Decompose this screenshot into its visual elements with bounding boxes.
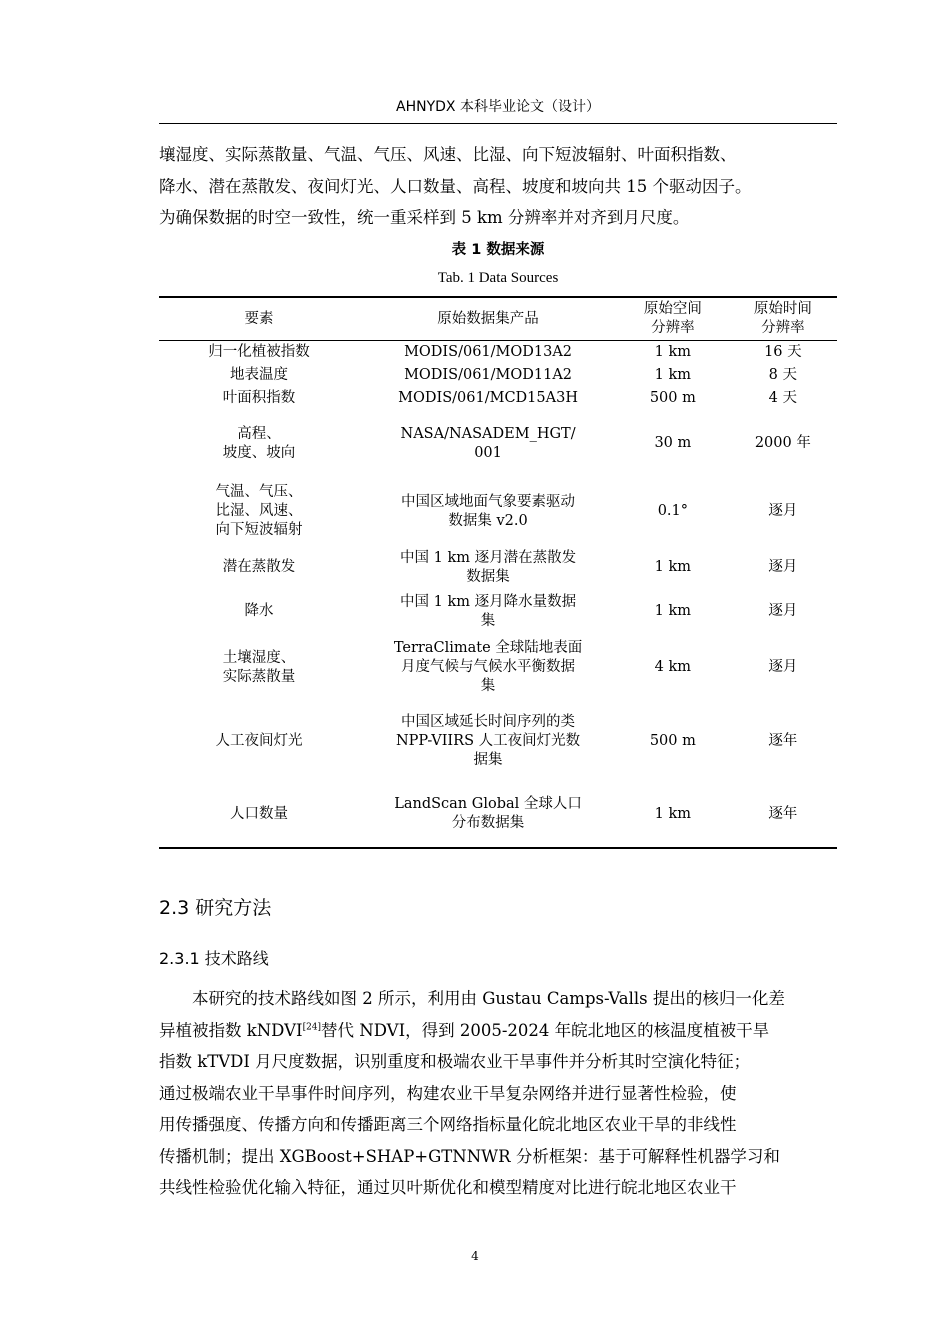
section-heading: 2.3 研究方法 bbox=[159, 897, 272, 919]
table-header-row bbox=[159, 297, 837, 341]
spatial-res-cell: 4 km bbox=[654, 659, 692, 675]
dataset-cell: MODIS/061/MCD15A3H bbox=[398, 389, 578, 406]
spatial-res-cell: 0.1° bbox=[657, 503, 688, 519]
intro-paragraph bbox=[159, 139, 837, 234]
element-cell: 归一化植被指数 bbox=[208, 343, 310, 360]
table-row bbox=[159, 410, 837, 478]
header-cell: 要素 bbox=[159, 297, 359, 341]
temporal-res-cell: 逐月 bbox=[768, 559, 798, 575]
body-line: 用传播强度、传播方向和传播距离三个网络指标量化皖北地区农业干旱的非线性 bbox=[159, 1115, 737, 1134]
element-cell: 气温、气压、 比湿、风速、 向下短波辐射 bbox=[215, 484, 303, 538]
table-row bbox=[159, 782, 837, 848]
dataset-cell: TerraClimate 全球陆地表面 月度气候与气候水平衡数据 集 bbox=[393, 640, 583, 694]
data-sources-table bbox=[159, 296, 837, 849]
element-cell: 叶面积指数 bbox=[222, 389, 296, 406]
body-line: 本研究的技术路线如图 2 所示，利用由 Gustau Camps-Valls 提出的核归一化差 bbox=[192, 989, 785, 1008]
table-caption-cn: 表 1 数据来源 bbox=[451, 242, 545, 258]
table-body bbox=[159, 341, 837, 848]
header-cell: 原始数据集产品 bbox=[359, 297, 617, 341]
body-line: 指数 kTVDI 月尺度数据，识别重度和极端农业干旱事件并分析其时空演化特征； bbox=[159, 1052, 751, 1071]
dataset-cell: NASA/NASADEM_HGT/ 001 bbox=[400, 425, 576, 461]
body-text: 异植被指数 kNDVI bbox=[159, 1020, 303, 1040]
table-row bbox=[159, 341, 837, 364]
dataset-cell: LandScan Global 全球人口 分布数据集 bbox=[394, 796, 582, 831]
dataset-cell: MODIS/061/MOD13A2 bbox=[404, 343, 573, 360]
element-cell: 高程、 坡度、坡向 bbox=[222, 425, 296, 461]
spatial-res-cell: 1 km bbox=[654, 603, 692, 619]
dataset-cell: MODIS/061/MOD11A2 bbox=[404, 366, 573, 383]
table-row bbox=[159, 478, 837, 546]
temporal-res-cell: 逐月 bbox=[768, 503, 798, 519]
citation: [24] bbox=[302, 1022, 322, 1032]
table-row bbox=[159, 590, 837, 634]
header-cell: 原始空间 分辨率 bbox=[617, 297, 729, 341]
temporal-res-cell: 4 天 bbox=[768, 389, 798, 406]
temporal-res-cell: 8 天 bbox=[768, 366, 798, 383]
element-cell: 降水 bbox=[244, 603, 274, 619]
header-cell: 原始时间 分辨率 bbox=[729, 297, 837, 341]
page-header: AHNYDX 本科毕业论文（设计） bbox=[159, 98, 837, 124]
element-cell: 人口数量 bbox=[230, 805, 289, 822]
body-line: 共线性检验优化输入特征，通过贝叶斯优化和模型精度对比进行皖北地区农业干 bbox=[159, 1178, 737, 1197]
page-number: 4 bbox=[471, 1249, 479, 1263]
table-row bbox=[159, 364, 837, 387]
dataset-cell: 中国 1 km 逐月潜在蒸散发 数据集 bbox=[400, 549, 577, 585]
spatial-res-cell: 30 m bbox=[654, 435, 692, 451]
intro-line: 降水、潜在蒸散发、夜间灯光、人口数量、高程、坡度和坡向共 15 个驱动因子。 bbox=[159, 176, 752, 196]
table-row bbox=[159, 387, 837, 410]
intro-line: 壤湿度、实际蒸散量、气温、气压、风速、比湿、向下短波辐射、叶面积指数、 bbox=[159, 145, 737, 164]
spatial-res-cell: 1 km bbox=[654, 366, 692, 383]
temporal-res-cell: 逐年 bbox=[768, 733, 798, 749]
spatial-res-cell: 1 km bbox=[654, 805, 692, 822]
spatial-res-cell: 1 km bbox=[654, 559, 692, 575]
body-line bbox=[159, 1015, 837, 1047]
temporal-res-cell: 16 天 bbox=[764, 343, 802, 360]
body-line: 通过极端农业干旱事件时间序列，构建农业干旱复杂网络并进行显著性检验，使 bbox=[159, 1083, 737, 1103]
table-row bbox=[159, 702, 837, 782]
temporal-res-cell: 逐月 bbox=[768, 603, 798, 619]
table-row bbox=[159, 634, 837, 702]
temporal-res-cell: 2000 年 bbox=[754, 435, 811, 451]
dataset-cell: 中国 1 km 逐月降水量数据 集 bbox=[400, 593, 577, 629]
temporal-res-cell: 逐月 bbox=[768, 659, 798, 675]
temporal-res-cell: 逐年 bbox=[768, 805, 798, 822]
table-row bbox=[159, 546, 837, 590]
spatial-res-cell: 500 m bbox=[649, 389, 696, 406]
dataset-cell: 中国区域地面气象要素驱动 数据集 v2.0 bbox=[401, 493, 576, 529]
body-line: 传播机制；提出 XGBoost+SHAP+GTNNWR 分析框架：基于可解释性机器学习和 bbox=[159, 1146, 780, 1166]
body-text: 替代 NDVI，得到 2005-2024 年皖北地区的核温度植被干旱 bbox=[321, 1020, 770, 1040]
element-cell: 地表温度 bbox=[230, 366, 289, 383]
spatial-res-cell: 1 km bbox=[654, 343, 692, 360]
intro-line: 为确保数据的时空一致性，统一重采样到 5 km 分辨率并对齐到月尺度。 bbox=[159, 208, 690, 227]
dataset-cell: 中国区域延长时间序列的类 NPP-VIIRS 人工夜间灯光数 据集 bbox=[395, 714, 581, 768]
element-cell: 土壤湿度、 实际蒸散量 bbox=[222, 649, 296, 685]
element-cell: 人工夜间灯光 bbox=[215, 733, 303, 749]
subsection-heading: 2.3.1 技术路线 bbox=[159, 949, 269, 968]
element-cell: 潜在蒸散发 bbox=[222, 559, 296, 575]
spatial-res-cell: 500 m bbox=[649, 733, 696, 749]
body-paragraph bbox=[159, 983, 837, 1204]
table-caption-en: Tab. 1 Data Sources bbox=[437, 270, 559, 286]
